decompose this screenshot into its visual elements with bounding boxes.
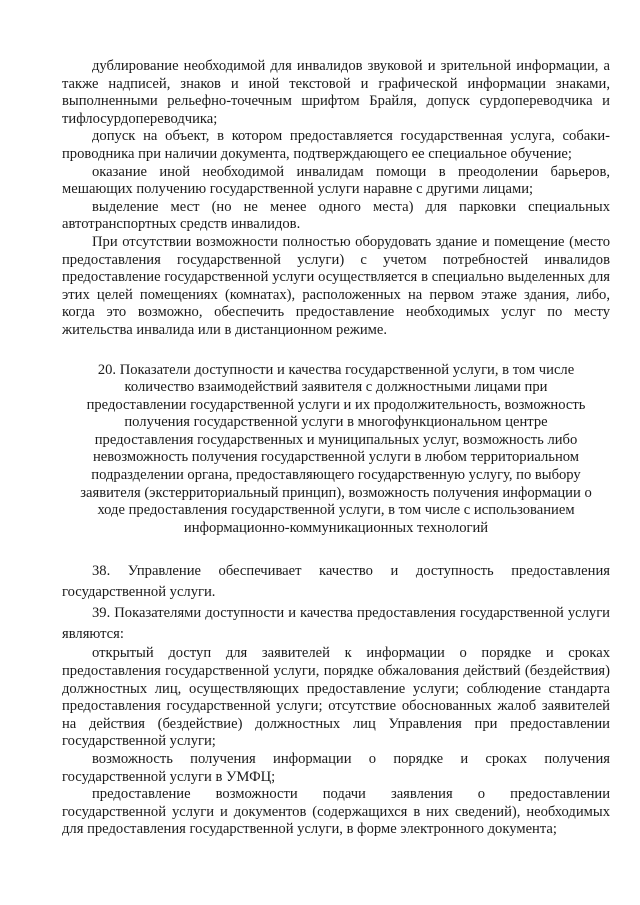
document-page (62, 58, 610, 839)
paragraph-remote-service: При отсутствии возможности полностью оборудовать здание и помещение (место предоставления государственной услуги) с учетом потребностей инвалидов предоставление государственной услуги осуществляется в специально выделенных для этих целей помещениях (комнатах), расположенных на первом этаже здания, либо, когда это возможно, обеспечить предоставление необходимых услуг по месту жительства инвалида или в дистанционном режиме. (62, 233, 610, 338)
paragraph-parking: выделение мест (но не менее одного места) для парковки специальных автотранспортных средств инвалидов. (62, 198, 610, 233)
spacer (62, 537, 610, 561)
paragraph-item-38: 38. Управление обеспечивает качество и доступность предоставления государственной услуги. (62, 563, 610, 601)
paragraph-assistance: оказание иной необходимой инвалидам помощи в преодолении барьеров, мешающих получению государственной услуги наравне с другими лицами; (62, 163, 610, 198)
paragraph-umfc-info: возможность получения информации о порядке и сроках получения государственной услуги в УМФЦ; (62, 751, 610, 785)
spacer (62, 340, 610, 362)
paragraph-duplication: дублирование необходимой для инвалидов звуковой и зрительной информации, а также надписей, знаков и иной текстовой и графической информации знаками, выполненными рельефно-точечным шрифтом Брайля, допуск сурдопереводчика и тифлосурдопереводчика; (62, 58, 610, 127)
paragraph-electronic-filing: предоставление возможности подачи заявления о предоставлении государственной услуги и документов (содержащихся в них сведений), необходимых для предоставления государственной услуги, в форме электронного документа; (62, 786, 610, 838)
paragraph-guide-dog: допуск на объект, в котором предоставляется государственная услуга, собаки-проводника при наличии документа, подтверждающего ее специальное обучение; (62, 128, 610, 162)
section-heading-20: 20. Показатели доступности и качества государственной услуги, в том числе количество взаимодействий заявителя с должностными лицами при предоставлении государственной услуги и их продолжительность, возможность получения государственной услуги в многофункциональном центре предоставления государственных и муниципальных услуг, возможность либо невозможность получения государственной услуги в любом территориальном подразделении органа, предоставляющего государственную услугу, по выбору заявителя (экстерриториальный принцип), возможность получения информации о ходе предоставления государственной услуги, в том числе с использованием информационно-коммуникационных технологий (80, 361, 592, 536)
paragraph-open-access: открытый доступ для заявителей к информации о порядке и сроках предоставления государственной услуги, порядке обжалования действий (бездействия) должностных лиц, осуществляющих предоставление услуги; соблюдение стандарта предоставления государственной услуги; отсутствие обоснованных жалоб заявителей на действия (бездействие) должностных лиц Управления при предоставлении государственной услуги; (62, 645, 610, 750)
paragraph-item-39: 39. Показателями доступности и качества предоставления государственной услуги являются: (62, 605, 610, 643)
